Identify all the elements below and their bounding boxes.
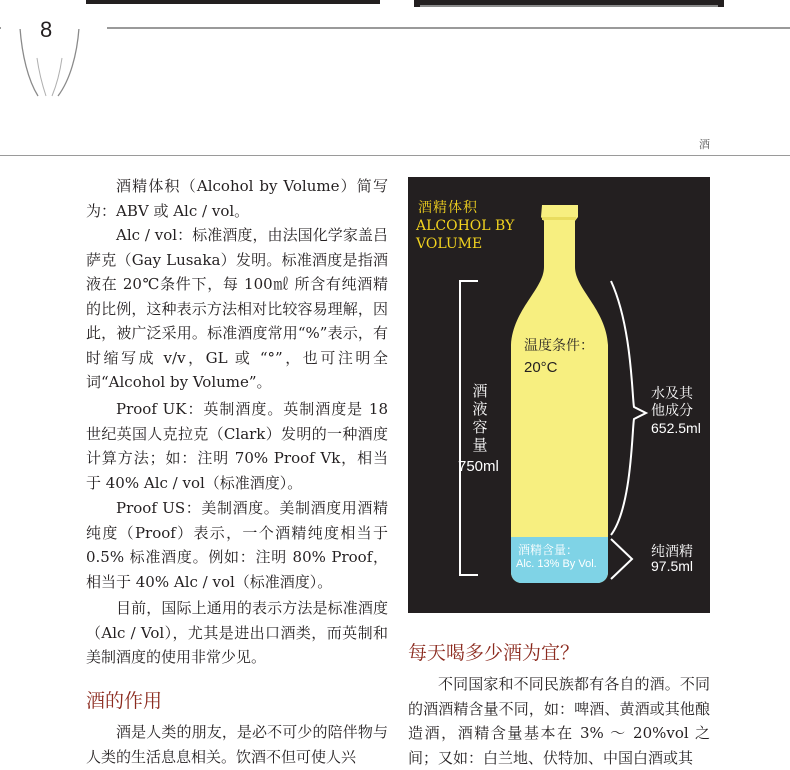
paragraph-proof-uk: Proof UK：英制酒度。英制酒度是 18 世纪英国人克拉克（Clark）发明的一种酒度计算方法；如：注明 70% Proof Vk，相当于 40% Alc / vol（标准酒度）。 bbox=[86, 400, 388, 492]
header-rule bbox=[0, 27, 790, 29]
pure-alcohol-label: 纯酒精 bbox=[651, 543, 693, 559]
section-heading-daily-intake: 每天喝多少酒为宜？ bbox=[408, 642, 580, 664]
section-heading-wine-effects: 酒的作用 bbox=[86, 690, 163, 712]
pure-alcohol-value: 97.5ml bbox=[651, 558, 694, 574]
paragraph-abv-definition: 酒精体积（Alcohol by Volume）简写为：ABV 或 Alc / vol。 bbox=[86, 177, 388, 220]
pure-alcohol-brace bbox=[611, 539, 632, 579]
alcohol-content-label: 酒精含量： bbox=[518, 543, 579, 557]
running-head: 酒 bbox=[699, 138, 710, 151]
top-image-strip bbox=[414, 0, 724, 7]
water-value: 652.5ml bbox=[651, 420, 701, 436]
paragraph-daily-intake: 不同国家和不同民族都有各自的酒。不同的酒酒精含量不同，如：啤酒、黄酒或其他酿造酒，酒精含量基本在 3% ～ 20%vol 之间；又如：白兰地、伏特加、中国白酒或其 bbox=[408, 675, 710, 767]
temperature-label: 温度条件： bbox=[524, 337, 594, 353]
spoon-fork-ornament bbox=[0, 0, 110, 100]
water-brace bbox=[611, 281, 646, 535]
abv-illustration bbox=[408, 177, 710, 613]
liquid-volume-label: 酒液容量 bbox=[472, 383, 488, 454]
paragraph-alc-vol: Alc / vol：标准酒度，由法国化学家盖吕萨克（Gay Lusaka）发明。标准酒度是指酒液在 20℃条件下，每 100㎖ 所含有纯酒精的比例，这种表示方法相对比较容易理解，因此，被广泛采用。标准酒度常用“%”表示，有时缩写成 v/v，GL 或 “°”，也可注明全词“Alcohol by Volume”。 bbox=[86, 226, 388, 391]
water-label-line1: 水及其 bbox=[651, 385, 693, 401]
alcohol-content-value: Alc. 13% By Vol. bbox=[516, 558, 597, 570]
bottle-neck-ring bbox=[542, 217, 576, 220]
liquid-volume-value: 750ml bbox=[458, 458, 499, 475]
paragraph-international-usage: 目前，国际上通用的表示方法是标准酒度（Alc / Vol），尤其是进出口酒类，而英制和美制酒度的使用非常少见。 bbox=[86, 599, 388, 666]
paragraph-wine-effects: 酒是人类的朋友，是必不可少的陪伴物与人类的生活息息相关。饮酒不但可使人兴 bbox=[86, 723, 388, 766]
top-bar bbox=[86, 0, 380, 4]
page-number: 8 bbox=[40, 17, 53, 42]
temperature-value: 20°C bbox=[524, 359, 558, 376]
water-label-line2: 他成分 bbox=[651, 402, 693, 418]
paragraph-proof-us: Proof US：美制酒度。美制酒度用酒精纯度（Proof）表示，一个酒精纯度相当于 0.5% 标准酒度。例如：注明 80% Proof，相当于 40% Alc / vol（标准酒度）。 bbox=[86, 499, 388, 591]
figure-title-cn: 酒精体积 bbox=[418, 200, 478, 216]
bottle-shape bbox=[511, 205, 608, 583]
figure-title-en: ALCOHOL BY VOLUME bbox=[416, 218, 515, 252]
section-rule bbox=[0, 155, 790, 156]
